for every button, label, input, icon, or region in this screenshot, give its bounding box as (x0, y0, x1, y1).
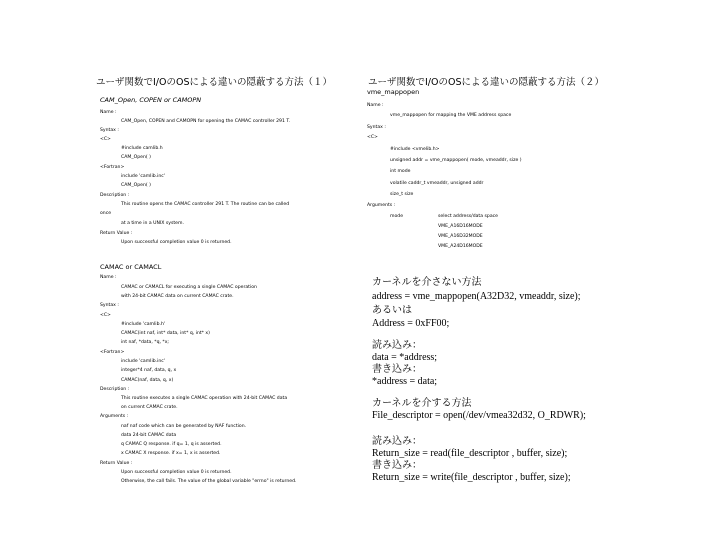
vme-line: VME_A16D16MODE (438, 224, 483, 229)
vme-line: vme_mappopen for mapping the VME address space (390, 113, 512, 118)
block-line: 書き込み： (372, 460, 422, 471)
block-title: 読み込み： (372, 340, 422, 351)
cam-line: include 'camlib.inc' (121, 174, 166, 179)
cam-line: CAM_Open( ) (121, 183, 151, 188)
camac-line: Syntax : (100, 303, 119, 308)
cam-line: once (100, 211, 112, 216)
camac-line: Return Value : (100, 461, 133, 466)
camac-line: naf naf code which can be generated by NAF function. (121, 424, 247, 429)
camac-line: Name : (100, 275, 117, 280)
block-line: data = *address; (372, 352, 438, 363)
camac-line: Description : (100, 387, 130, 392)
right-heading: ユーザ関数でI/OのOSによる違いの隠蔽する方法（２） (368, 77, 604, 88)
vme-line: #include <vmelib.h> (390, 147, 440, 152)
vme-line: int mode (390, 169, 411, 174)
block-line: Return_size = write(file_descriptor , buffer, size); (372, 472, 571, 483)
vme-line: select address/data space (438, 214, 498, 219)
block-line: address = vme_mappopen(A32D32, vmeaddr, size); (372, 291, 581, 302)
cam-line: <C> (100, 137, 111, 142)
camac-line: Upon successful completion value 0 is returned. (121, 470, 232, 475)
camac-line: q CAMAC Q response. if q= 1, q is asserted. (121, 442, 222, 447)
block-title: カーネルを介する方法 (372, 398, 472, 409)
cam-line: Syntax : (100, 128, 119, 133)
camac-line: This routine executes a single CAMAC operation with 24-bit CAMAC data (121, 396, 288, 401)
camac-line: CAMAC or CAMACL for executing a single CAMAC operation (121, 285, 257, 290)
cam-line: Upon successful completion value 0 is returned. (121, 240, 232, 245)
camac-line: #include 'camlib.h' (121, 322, 166, 327)
vme-line: unsigned addr = vme_mappopen( mode, vmeaddr, size ) (390, 158, 522, 163)
cam-title: CAM_Open, COPEN or CAMOPN (100, 96, 202, 104)
block-line: 書き込み： (372, 364, 422, 375)
cam-line: This routine opens the CAMAC controller 291 T. The routine can be called (121, 202, 290, 207)
block-line: あるいは (372, 305, 412, 316)
cam-line: Description : (100, 193, 130, 198)
block-line: Return_size = read(file_descriptor , buffer, size); (372, 448, 568, 459)
left-heading: ユーザ関数でI/OのOSによる違いの隠蔽する方法（１） (96, 77, 332, 88)
cam-line: <Fortran> (100, 165, 125, 170)
vme-line: Arguments : (367, 203, 396, 208)
block-title: カーネルを介さない方法 (372, 277, 482, 288)
vme-line: mode (390, 214, 404, 219)
camac-line: include 'camlib.inc' (121, 359, 166, 364)
cam-line: Name : (100, 110, 117, 115)
block-title: 読み込み： (372, 436, 422, 447)
camac-line: int naf, *data, *q, *x; (121, 340, 169, 345)
vme-line: Syntax : (367, 125, 386, 130)
vme-line: <C> (367, 135, 378, 140)
vme-line: VME_A24D16MODE (438, 244, 483, 249)
vme-line: VME_A16D32MODE (438, 234, 483, 239)
camac-line: <Fortran> (100, 350, 125, 355)
cam-line: at a time in a UNIX system. (121, 221, 184, 226)
camac-line: <C> (100, 313, 111, 318)
vme-line: size_t size (390, 192, 414, 197)
cam-line: CAM_Open, COPEN and CAMOPN for opening the CAMAC controller 291 T. (121, 119, 291, 124)
camac-line: CAMAC(int naf, int* data, int* q, int* x) (121, 331, 210, 336)
block-line: File_descriptor = open(/dev/vmea32d32, O_RDWR); (372, 410, 586, 421)
block-line: *address = data; (372, 376, 438, 387)
camac-title: CAMAC or CAMACL (100, 263, 162, 271)
vme-line: Name : (367, 103, 384, 108)
camac-line: Arguments : (100, 414, 129, 419)
block-line: Address = 0xFF00; (372, 318, 450, 329)
camac-line: with 24-bit CAMAC data on current CAMAC crate. (121, 294, 234, 299)
camac-line: on current CAMAC crate. (121, 405, 178, 410)
cam-line: CAM_Open( ) (121, 155, 151, 160)
camac-line: x CAMAC X response. if x= 1, x is asserted. (121, 451, 221, 456)
camac-line: integer*4 naf, data, q, x (121, 368, 177, 373)
camac-line: CAMAC(naf, data, q, x) (121, 378, 174, 383)
vme-title: vme_mappopen (367, 88, 420, 96)
cam-line: #include camlib.h (121, 146, 163, 151)
camac-line: Otherwise, the call fails. The value of the global variable "errno" is returned. (121, 479, 297, 484)
vme-line: volatile caddr_t vmeaddr, unsigned addr (390, 181, 484, 186)
camac-line: data 24-bit CAMAC data (121, 433, 177, 438)
cam-line: Return Value : (100, 231, 133, 236)
